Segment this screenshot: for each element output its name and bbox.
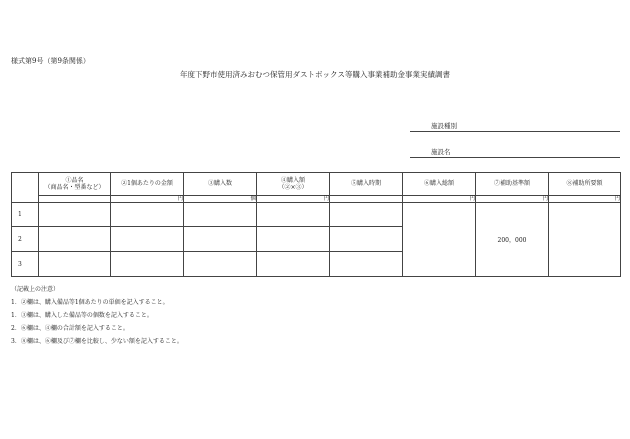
unit-item-name <box>39 196 111 203</box>
cell-item-name[interactable] <box>39 203 111 227</box>
notes-heading: （記載上の注意） <box>11 286 60 293</box>
header-item-name-line1: ①品名 <box>65 176 84 184</box>
cell-item-name[interactable] <box>39 252 111 277</box>
form-number: 様式第9号（第9条関係） <box>11 57 90 65</box>
row-number-header <box>12 173 39 203</box>
cell-required-amount[interactable] <box>549 203 621 277</box>
header-required-amount: ⑧補助所要額 <box>549 173 621 196</box>
table-row <box>12 203 621 227</box>
document-title: 年度下野市使用済みおむつ保管用ダストボックス等購入事業補助金事業実績調書 <box>180 70 450 79</box>
unit-required-amount: 円 <box>549 196 621 203</box>
header-quantity: ③購入数 <box>184 173 257 196</box>
unit-purchase-date <box>330 196 403 203</box>
header-purchase-amount-line1: ④購入額 <box>280 176 305 184</box>
header-purchase-amount <box>257 173 330 196</box>
header-total-amount: ⑥購入総額 <box>403 173 476 196</box>
row-number: 2 <box>12 227 39 252</box>
header-purchase-date: ⑤購入時期 <box>330 173 403 196</box>
cell-purchase-amount[interactable] <box>257 203 330 227</box>
cell-quantity[interactable] <box>184 203 257 227</box>
facility-type-field[interactable] <box>410 120 620 132</box>
unit-row <box>12 196 621 203</box>
notes-section <box>11 283 183 348</box>
header-item-name-line2: （商品名・型番など） <box>44 184 105 191</box>
cell-purchase-date[interactable] <box>330 203 403 227</box>
cell-purchase-date[interactable] <box>330 227 403 252</box>
unit-quantity: 個 <box>184 196 257 203</box>
header-unit-price: ②1個あたりの金額 <box>111 173 184 196</box>
header-base-amount: ⑦補助基準額 <box>476 173 549 196</box>
cell-quantity[interactable] <box>184 227 257 252</box>
results-table <box>11 172 621 277</box>
row-number: 1 <box>12 203 39 227</box>
note-item: 3．⑧欄は、⑥欄及び⑦欄を比較し、少ない額を記入すること。 <box>11 338 183 345</box>
cell-base-amount: 200，000 <box>476 203 549 277</box>
facility-type-label: 施設種別 <box>431 122 457 130</box>
unit-total-amount: 円 <box>403 196 476 203</box>
cell-unit-price[interactable] <box>111 203 184 227</box>
row-number: 3 <box>12 252 39 277</box>
cell-purchase-amount[interactable] <box>257 252 330 277</box>
note-item: 1．③欄は、購入した備品等の個数を記入すること。 <box>11 312 153 319</box>
note-item: 2．⑥欄は、④欄の合計額を記入すること。 <box>11 325 129 332</box>
cell-total-amount[interactable] <box>403 203 476 277</box>
facility-name-label: 施設名 <box>431 148 451 156</box>
cell-purchase-date[interactable] <box>330 252 403 277</box>
note-item: 1．②欄は、購入備品等1個あたりの単価を記入すること。 <box>11 299 169 306</box>
cell-unit-price[interactable] <box>111 227 184 252</box>
cell-item-name[interactable] <box>39 227 111 252</box>
header-item-name <box>39 173 111 196</box>
unit-base-amount: 円 <box>476 196 549 203</box>
unit-unit-price: 円 <box>111 196 184 203</box>
cell-purchase-amount[interactable] <box>257 227 330 252</box>
cell-quantity[interactable] <box>184 252 257 277</box>
cell-unit-price[interactable] <box>111 252 184 277</box>
facility-name-field[interactable] <box>410 146 620 158</box>
unit-purchase-amount: 円 <box>257 196 330 203</box>
header-purchase-amount-line2: （②×③） <box>278 184 308 191</box>
header-row <box>12 173 621 196</box>
